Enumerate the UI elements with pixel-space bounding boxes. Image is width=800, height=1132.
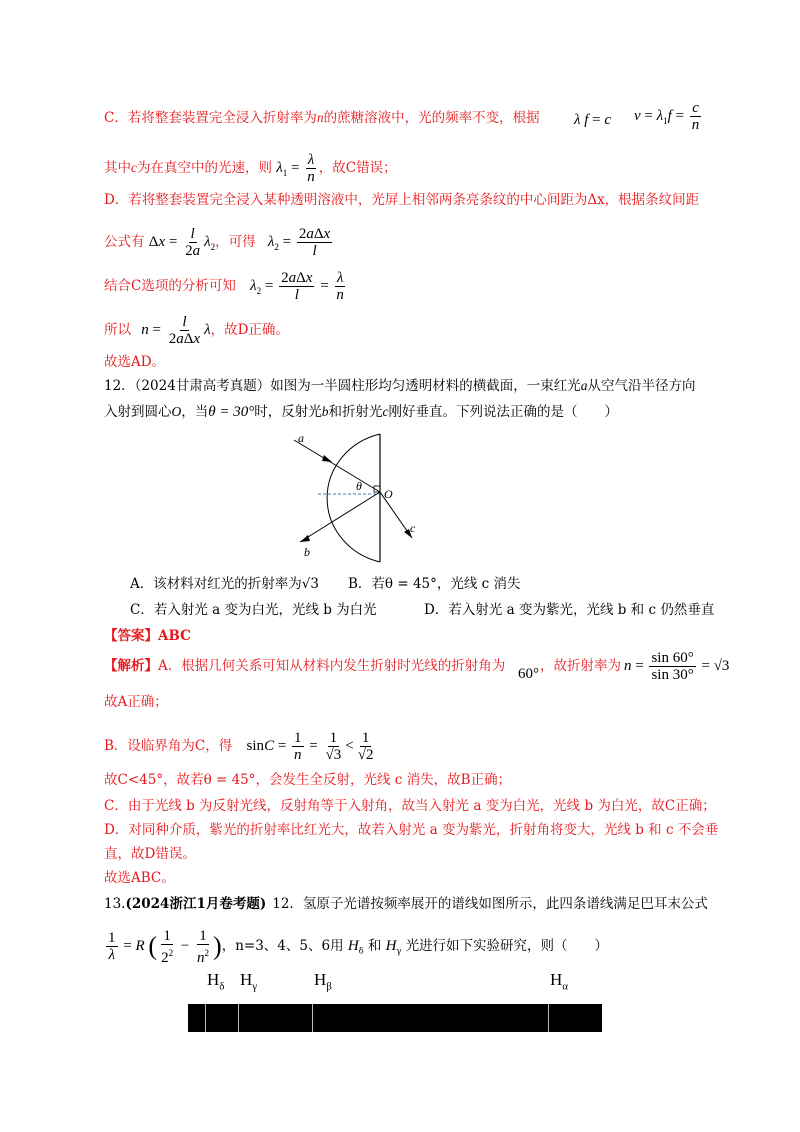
exp-a-correct: 故A正确；	[104, 694, 168, 710]
q11-option-d-line2	[104, 226, 334, 259]
text: ，n=3、4、5、6用	[221, 938, 344, 954]
text: ，可得	[215, 233, 256, 250]
text: 刚好垂直。下列说法正确的是（ ）	[388, 404, 618, 420]
text: 为在真空中的光速，则	[137, 159, 272, 176]
q-number: 13.	[104, 896, 126, 912]
label-O: O	[384, 487, 393, 501]
text: 从空气沿半径方向	[587, 378, 696, 394]
spectrum-label-γ: $H_\gamma$	[240, 970, 258, 993]
text: 其中	[104, 159, 131, 176]
balmer-formula: $\frac{1}{\lambda}$ = R ( $\frac{1}{2^2}$ − $\frac{1}{n^2}$ )	[108, 927, 222, 966]
formula-delta-x: Δx = $\frac{l}{2a}$ $\lambda_2$	[148, 226, 216, 259]
spectrum-line-γ	[238, 1004, 239, 1032]
label-theta: θ	[356, 479, 362, 493]
var-n: n	[316, 110, 324, 125]
q12-option-b: B．若θ = 45°，光线 c 消失	[348, 576, 521, 592]
h-delta-sub: δ	[358, 946, 364, 956]
text: 入射到圆心	[104, 404, 172, 420]
q11-option-c-line1	[104, 108, 540, 128]
text: 和	[367, 938, 382, 954]
exp-b-formula: sinC = $\frac{1}{n}$ = $\frac{1}{√3}$ < $\frac{1}{√2}$	[246, 730, 374, 763]
q12-choice: 故选ABC。	[104, 870, 175, 886]
reflected-ray-b	[300, 492, 380, 542]
q12-option-a: A．该材料对红光的折射率为√3	[130, 576, 319, 592]
text: 光进行如下实验研究，则（ ）	[405, 938, 609, 954]
formula-lambda-f: λ f = c	[574, 112, 612, 128]
arrow-a-icon	[322, 455, 332, 462]
q12-stem-line1	[104, 376, 696, 396]
h-delta: H	[347, 938, 359, 954]
var-O: O	[171, 404, 182, 419]
text: 结合C选项的分析可知	[104, 277, 236, 294]
var-c: c	[382, 404, 389, 419]
q12-exp-d2: 直，故D错误。	[104, 846, 196, 862]
q12-exp-d1: D．对同种介质，紫光的折射率比红光大，故若入射光 a 变为紫光，折射角将变大，光线 b 和 c 不会垂	[104, 822, 719, 838]
text: 时，反射光	[254, 404, 322, 420]
formula-lambda1: $\lambda_1$ = $\frac{\lambda}{n}$	[276, 152, 315, 185]
spectrum-bar	[188, 1004, 602, 1032]
formula-lambda2: $\lambda_2$ = $\frac{\text{2aΔx}}{l}$	[267, 226, 331, 259]
label-a: a	[298, 431, 304, 445]
var-c: c	[131, 159, 137, 175]
q12-stem-line2	[104, 402, 618, 422]
text: 12．氢原子光谱按频率展开的谱线如图所示，此四条谱线满足巴耳末公式	[272, 896, 708, 912]
exp-a-text2: ，故折射率为	[540, 658, 621, 674]
text: B．设临界角为C，得	[104, 737, 233, 754]
q11-option-d-line3	[104, 270, 348, 303]
q12-option-c: C．若入射光 a 变为白光，光线 b 为白光	[130, 602, 377, 618]
h-gamma: H	[385, 938, 397, 954]
semicircle-arc	[327, 434, 380, 562]
spectrum-line-δ	[205, 1004, 206, 1032]
q13-stem-line2	[104, 926, 608, 972]
semicircle-diagram	[280, 430, 430, 570]
q12-exp-b2: 故C<45°，故若θ = 45°，会发生全反射，光线 c 消失，故B正确；	[104, 772, 512, 788]
exp-a-angle: 60°	[518, 666, 539, 682]
incident-ray-a	[294, 440, 380, 492]
text: ，故D正确。	[210, 321, 289, 338]
q11-option-c-line2	[104, 152, 397, 185]
exp-label: 【解析】	[104, 658, 158, 674]
formula-v: $v = \lambda_1f$ = $\frac{c}{n}$	[634, 100, 700, 133]
q12-exp-c: C．由于光线 b 为反射光线，反射角等于入射角，故当入射光 a 变为白光，光线 b 为白光，故C正确；	[104, 798, 716, 814]
text: ，当	[181, 404, 209, 420]
formula-lambda2-n: $\lambda_2$ = $\frac{\text{2aΔx}}{l}$ = $\frac{\lambda}{n}$	[250, 270, 344, 303]
hydrogen-spectrum-figure	[188, 966, 602, 1032]
text: A．根据几何关系可知从材料内发生折射时光线的折射角为	[158, 658, 506, 674]
text: 公式有	[104, 233, 145, 250]
label-c: c	[410, 521, 416, 535]
q11-option-d-line1: D．若将整套装置完全浸入某种透明溶液中，光屏上相邻两条亮条纹的中心间距为Δx，根据条纹间距	[104, 192, 700, 208]
theta-value: θ = 30°	[208, 404, 255, 420]
h-gamma-sub: γ	[396, 946, 402, 956]
text: 的蔗糖溶液中，光的频率不变，根据	[323, 110, 540, 126]
spectrum-line-α	[548, 1004, 549, 1032]
spectrum-label-δ: $H_\delta$	[207, 970, 225, 993]
var-a: a	[580, 378, 588, 393]
q11-option-d-line4	[104, 314, 289, 347]
exp-a-formula: n = $\frac{\sin 60^\circ}{\sin 30^\circ}$ = √3	[624, 650, 730, 683]
q12-answer: 【答案】ABC	[104, 628, 191, 644]
var-b: b	[321, 404, 329, 419]
label-b: b	[304, 545, 310, 559]
text: 12．（2024甘肃高考真题）如图为一半圆柱形均匀透明材料的横截面，一束红光	[104, 378, 581, 394]
q12-option-d: D．若入射光 a 变为紫光，光线 b 和 c 仍然垂直	[424, 602, 715, 618]
q-source: (2024浙江1月卷考题)	[125, 896, 267, 912]
q11-choice: 故选AD。	[104, 354, 166, 370]
arrow-b-icon	[300, 535, 310, 542]
q12-exp-b	[104, 730, 377, 763]
text: 所以	[104, 321, 131, 338]
spectrum-label-β: $H_\beta$	[314, 970, 332, 993]
text: C．若将整套装置完全浸入折射率为	[104, 110, 317, 126]
spectrum-label-α: $H_\alpha$	[550, 970, 569, 993]
q13-stem-line1	[104, 894, 708, 914]
q12-exp-a	[104, 656, 505, 676]
text: 和折射光	[328, 404, 383, 420]
formula-n: n = $\frac{l}{\text{2aΔx}}$ λ	[141, 314, 211, 347]
text: ，故C错误；	[318, 159, 397, 176]
spectrum-line-β	[312, 1004, 313, 1032]
